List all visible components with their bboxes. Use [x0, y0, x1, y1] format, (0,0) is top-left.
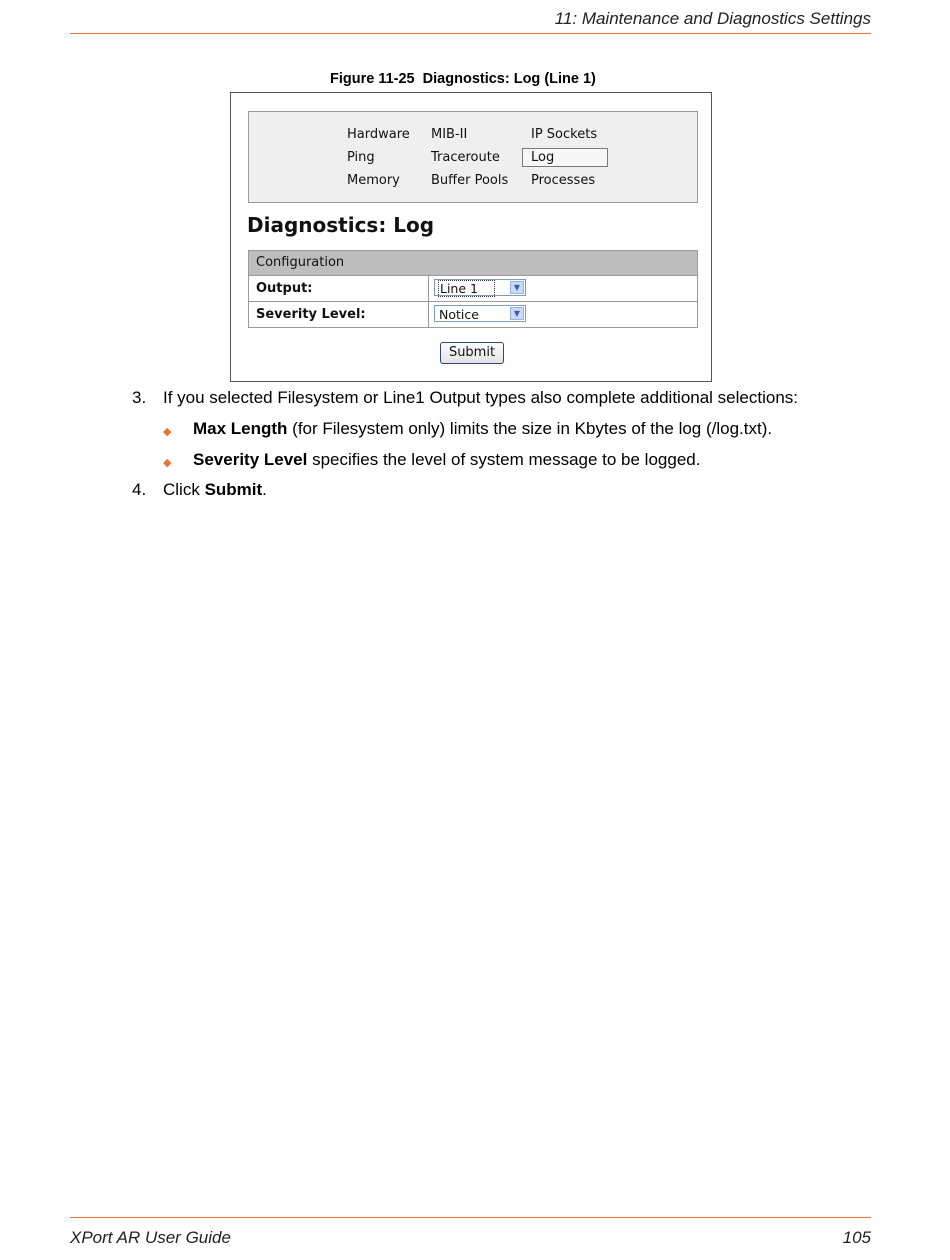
menu-item-buffer-pools[interactable]: Buffer Pools [431, 173, 509, 188]
step-3-text: If you selected Filesystem or Line1 Output types also complete additional selections: [163, 388, 799, 407]
diamond-bullet-icon: ◆ [163, 457, 172, 469]
bullet-bold: Severity Level [193, 450, 308, 469]
severity-level-select[interactable] [434, 305, 526, 322]
step-3-number: 3. [132, 388, 147, 407]
diagnostics-menu [248, 111, 698, 203]
step-4-number: 4. [132, 480, 147, 499]
menu-item-processes[interactable]: Processes [531, 173, 596, 188]
chevron-down-icon[interactable]: ▼ [510, 281, 524, 294]
bullet-text [193, 419, 772, 439]
page-number: 105 [842, 1228, 871, 1247]
step-4-after: . [262, 480, 267, 499]
output-label: Output: [249, 276, 429, 301]
output-select[interactable] [434, 279, 526, 296]
figure-caption: Figure 11-25 Diagnostics: Log (Line 1) [330, 71, 596, 87]
severity-level-select-value: Notice [439, 307, 479, 322]
menu-item-traceroute[interactable]: Traceroute [431, 150, 500, 165]
step-4-bold: Submit [204, 480, 263, 499]
menu-item-memory[interactable]: Memory [347, 173, 400, 188]
bullet-bold: Max Length [193, 419, 288, 438]
figure-screenshot [230, 92, 712, 382]
header-rule [70, 33, 871, 34]
diagnostics-log-title: Diagnostics: Log [247, 213, 435, 237]
output-row [249, 275, 697, 301]
severity-level-row [249, 301, 697, 327]
output-cell [429, 276, 697, 301]
page-header: 11: Maintenance and Diagnostics Settings [554, 9, 871, 28]
footer-rule [70, 1217, 871, 1218]
bullet-text [193, 450, 700, 470]
output-select-value: Line 1 [439, 281, 494, 296]
configuration-table [248, 250, 698, 328]
step-4-text [163, 480, 267, 500]
bullet-rest: specifies the level of system message to be logged. [307, 450, 701, 469]
menu-item-log[interactable]: Log [522, 148, 608, 167]
submit-button[interactable]: Submit [440, 342, 504, 364]
diamond-bullet-icon: ◆ [163, 426, 172, 438]
configuration-header: Configuration [249, 251, 697, 275]
menu-item-mib-ii[interactable]: MIB-II [431, 127, 468, 142]
severity-level-label: Severity Level: [249, 302, 429, 327]
step-4-before: Click [163, 480, 205, 499]
bullet-rest: (for Filesystem only) limits the size in Kbytes of the log (/log.txt). [287, 419, 773, 438]
footer-title: XPort AR User Guide [70, 1228, 231, 1247]
chevron-down-icon[interactable]: ▼ [510, 307, 524, 320]
menu-item-ping[interactable]: Ping [347, 150, 375, 165]
menu-item-hardware[interactable]: Hardware [347, 127, 410, 142]
severity-level-cell [429, 302, 697, 327]
menu-item-ip-sockets[interactable]: IP Sockets [531, 127, 598, 142]
